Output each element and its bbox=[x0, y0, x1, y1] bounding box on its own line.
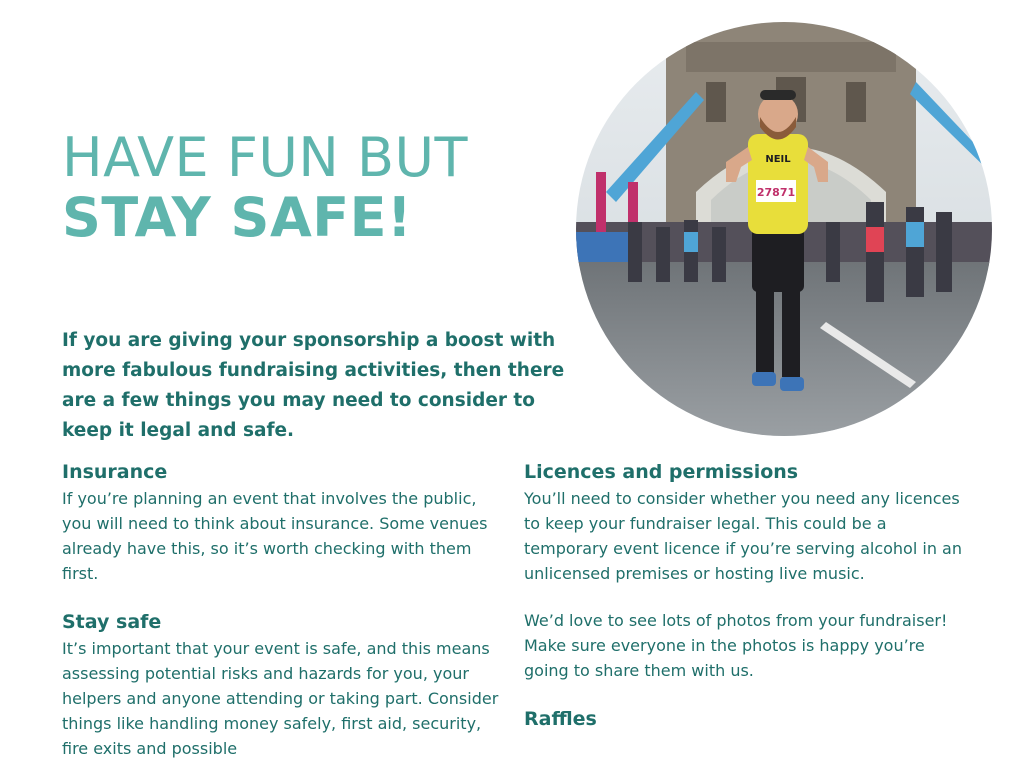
runner-vest-name: NEIL bbox=[765, 154, 791, 165]
headline-line-2: STAY SAFE! bbox=[62, 186, 413, 249]
runner-bib-number: 27871 bbox=[756, 186, 796, 199]
right-column bbox=[524, 458, 964, 755]
licences-body: You’ll need to consider whether you need any licences to keep your fundraiser legal. This could be a temporary event licence if you’re serving alcohol in an unlicensed premises or hosting live music. bbox=[524, 489, 962, 583]
marathon-runner-photo bbox=[576, 22, 992, 436]
left-column bbox=[62, 458, 502, 768]
raffles-heading: Raffles bbox=[524, 708, 597, 730]
insurance-heading: Insurance bbox=[62, 461, 168, 483]
licences-section bbox=[524, 458, 964, 586]
intro-paragraph: If you are giving your sponsorship a boost with more fabulous fundraising activities, then there are a few things you may need to consider to keep it legal and safe. bbox=[62, 330, 565, 441]
photos-paragraph: We’d love to see lots of photos from your fundraiser! Make sure everyone in the photos is happy you’re going to share them with us. bbox=[524, 611, 948, 680]
stay-safe-section bbox=[62, 608, 502, 761]
licences-heading: Licences and permissions bbox=[524, 461, 799, 483]
stay-safe-heading: Stay safe bbox=[62, 611, 162, 633]
insurance-section bbox=[62, 458, 502, 586]
headline-line-1: HAVE FUN BUT bbox=[62, 126, 469, 189]
insurance-body: If you’re planning an event that involves the public, you will need to think about insurance. Some venues already have this, so it’s worth checking with them first. bbox=[62, 489, 488, 583]
stay-safe-body: It’s important that your event is safe, and this means assessing potential risks and hazards for you, your helpers and anyone attending or taking part. Consider things like handling money safely, first aid, security, fire exits and possible bbox=[62, 639, 499, 758]
raffles-section bbox=[524, 705, 964, 733]
page-headline bbox=[62, 128, 468, 248]
